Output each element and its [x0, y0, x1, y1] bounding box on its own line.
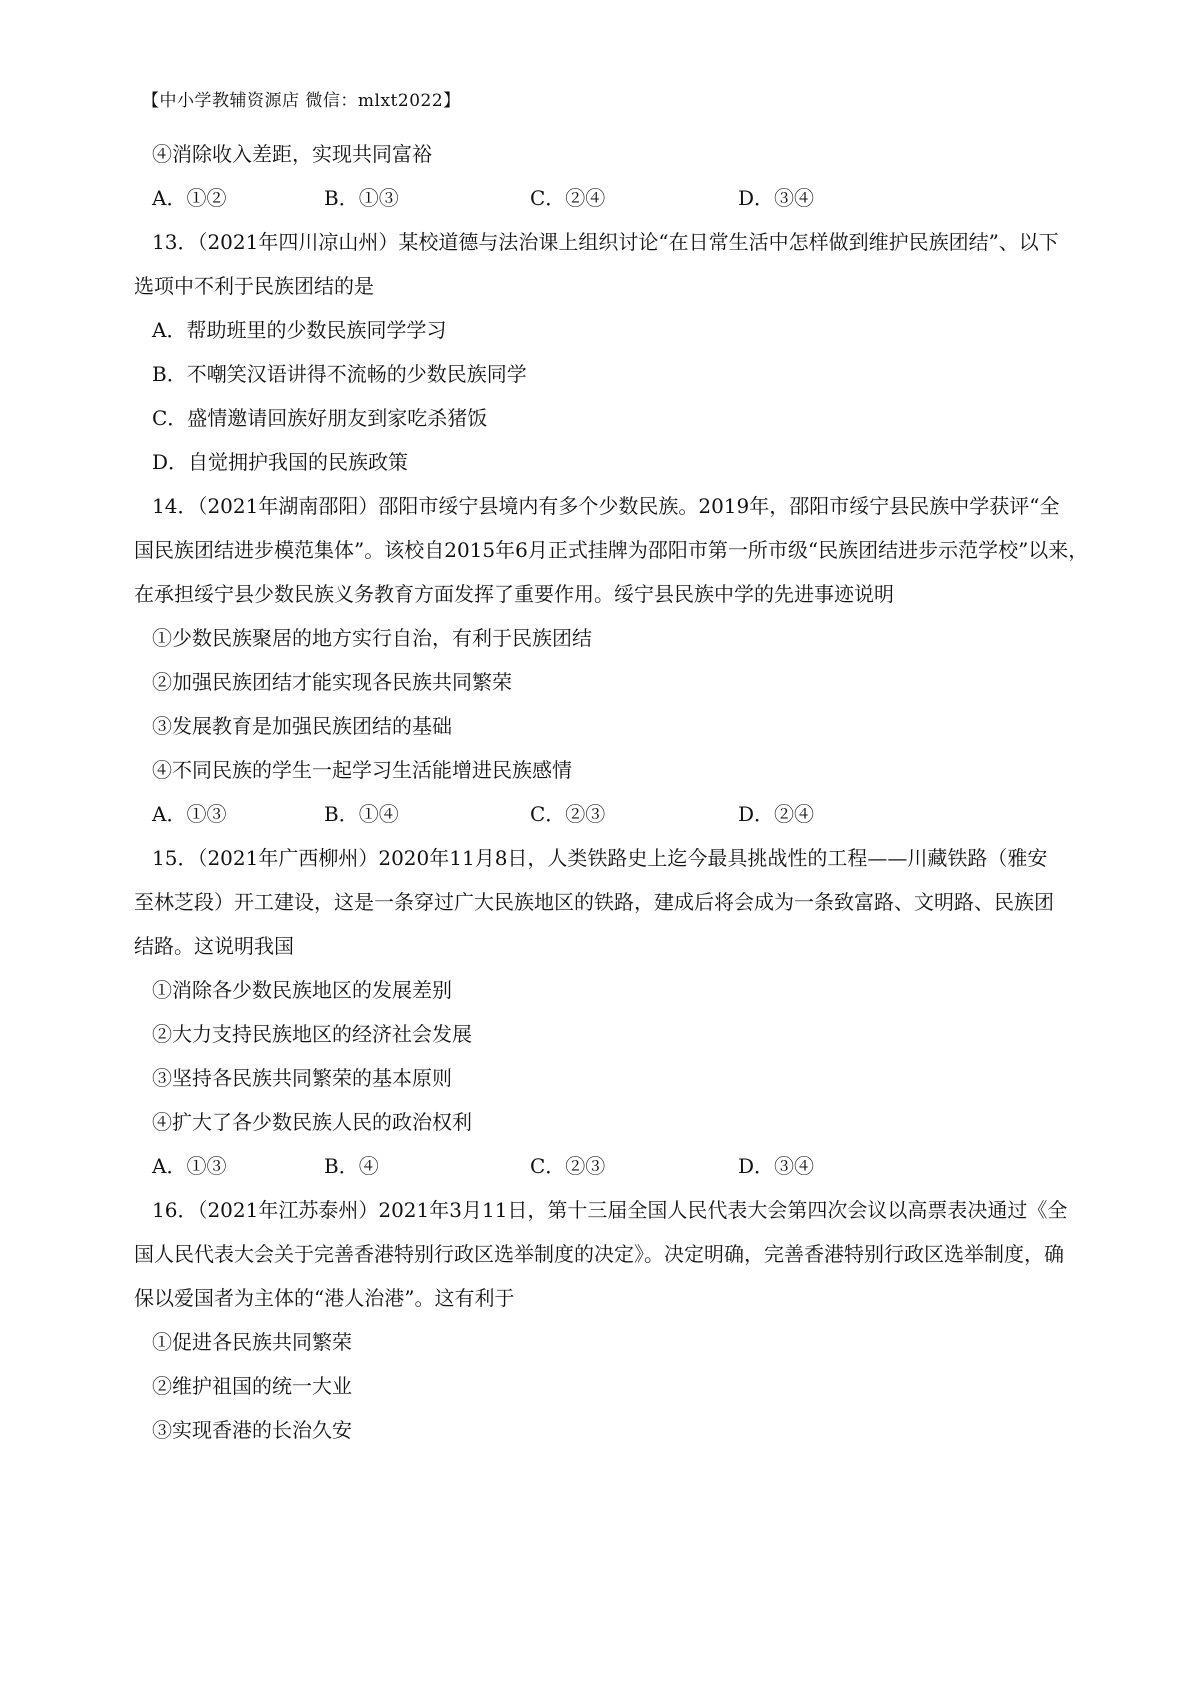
- q14-statement-3: ③发展教育是加强民族团结的基础: [152, 714, 452, 738]
- q14-stem-line-1: 14．（2021年湖南邵阳）邵阳市绥宁县境内有多个少数民族。2019年，邵阳市绥宁县民族中学获评“全: [152, 494, 1060, 518]
- q16-statement-3: ③实现香港的长治久安: [152, 1418, 352, 1442]
- q14-statement-1: ①少数民族聚居的地方实行自治，有利于民族团结: [152, 626, 592, 650]
- q16-statement-2: ②维护祖国的统一大业: [152, 1374, 352, 1398]
- q15-statement-3: ③坚持各民族共同繁荣的基本原则: [152, 1066, 452, 1090]
- q14-options: [152, 800, 858, 828]
- q14-stem-line-3: 在承担绥宁县少数民族义务教育方面发挥了重要作用。绥宁县民族中学的先进事迹说明: [134, 582, 894, 606]
- q14-option-b: B．①④: [324, 802, 399, 826]
- q12-option-a: A．①②: [152, 186, 227, 210]
- q16-stem-line-3: 保以爱国者为主体的“港人治港”。这有利于: [134, 1286, 515, 1310]
- q15-option-c: C．②③: [530, 1154, 606, 1178]
- q13-stem-line-1: 13．（2021年四川凉山州）某校道德与法治课上组织讨论“在日常生活中怎样做到维护民族团结”、以下: [152, 230, 1059, 254]
- q15-stem-line-3: 结路。这说明我国: [134, 934, 294, 958]
- q15-options: [152, 1152, 858, 1180]
- q15-statement-2: ②大力支持民族地区的经济社会发展: [152, 1022, 472, 1046]
- q15-stem-line-1: 15．（2021年广西柳州）2020年11月8日，人类铁路史上迄今最具挑战性的工程——川藏铁路（雅安: [152, 846, 1048, 870]
- page-header: 【中小学教辅资源店 微信：mlxt2022】: [142, 91, 461, 111]
- q12-option-d: D．③④: [738, 186, 815, 210]
- q15-option-a: A．①③: [152, 1154, 227, 1178]
- q14-option-d: D．②④: [738, 802, 815, 826]
- q16-stem-line-1: 16．（2021年江苏泰州）2021年3月11日，第十三届全国人民代表大会第四次会议以高票表决通过《全: [152, 1198, 1068, 1222]
- q13-option-d: D．自觉拥护我国的民族政策: [152, 450, 409, 474]
- q14-statement-2: ②加强民族团结才能实现各民族共同繁荣: [152, 670, 512, 694]
- q13-option-b: B．不嘲笑汉语讲得不流畅的少数民族同学: [152, 362, 527, 386]
- q16-stem-line-2: 国人民代表大会关于完善香港特别行政区选举制度的决定》。决定明确，完善香港特别行政区选举制度，确: [134, 1242, 1064, 1266]
- q12-option-c: C．②④: [530, 186, 606, 210]
- q12-statement-4: ④消除收入差距，实现共同富裕: [152, 142, 432, 166]
- q14-stem-line-2: 国民族团结进步模范集体”。该校自2015年6月正式挂牌为邵阳市第一所市级“民族团结进步示范学校”以来，: [134, 538, 1089, 562]
- q12-options: [152, 184, 858, 212]
- q12-option-b: B．①③: [324, 186, 399, 210]
- q15-option-b: B．④: [324, 1154, 379, 1178]
- q13-option-a: A．帮助班里的少数民族同学学习: [152, 318, 447, 342]
- q13-stem-line-2: 选项中不利于民族团结的是: [134, 274, 374, 298]
- q15-stem-line-2: 至林芝段）开工建设，这是一条穿过广大民族地区的铁路，建成后将会成为一条致富路、文明路、民族团: [134, 890, 1054, 914]
- q15-statement-4: ④扩大了各少数民族人民的政治权利: [152, 1110, 472, 1134]
- q16-statement-1: ①促进各民族共同繁荣: [152, 1330, 352, 1354]
- q14-statement-4: ④不同民族的学生一起学习生活能增进民族感情: [152, 758, 572, 782]
- q15-option-d: D．③④: [738, 1154, 815, 1178]
- q15-statement-1: ①消除各少数民族地区的发展差别: [152, 978, 452, 1002]
- q14-option-c: C．②③: [530, 802, 606, 826]
- q13-option-c: C．盛情邀请回族好朋友到家吃杀猪饭: [152, 406, 488, 430]
- q14-option-a: A．①③: [152, 802, 227, 826]
